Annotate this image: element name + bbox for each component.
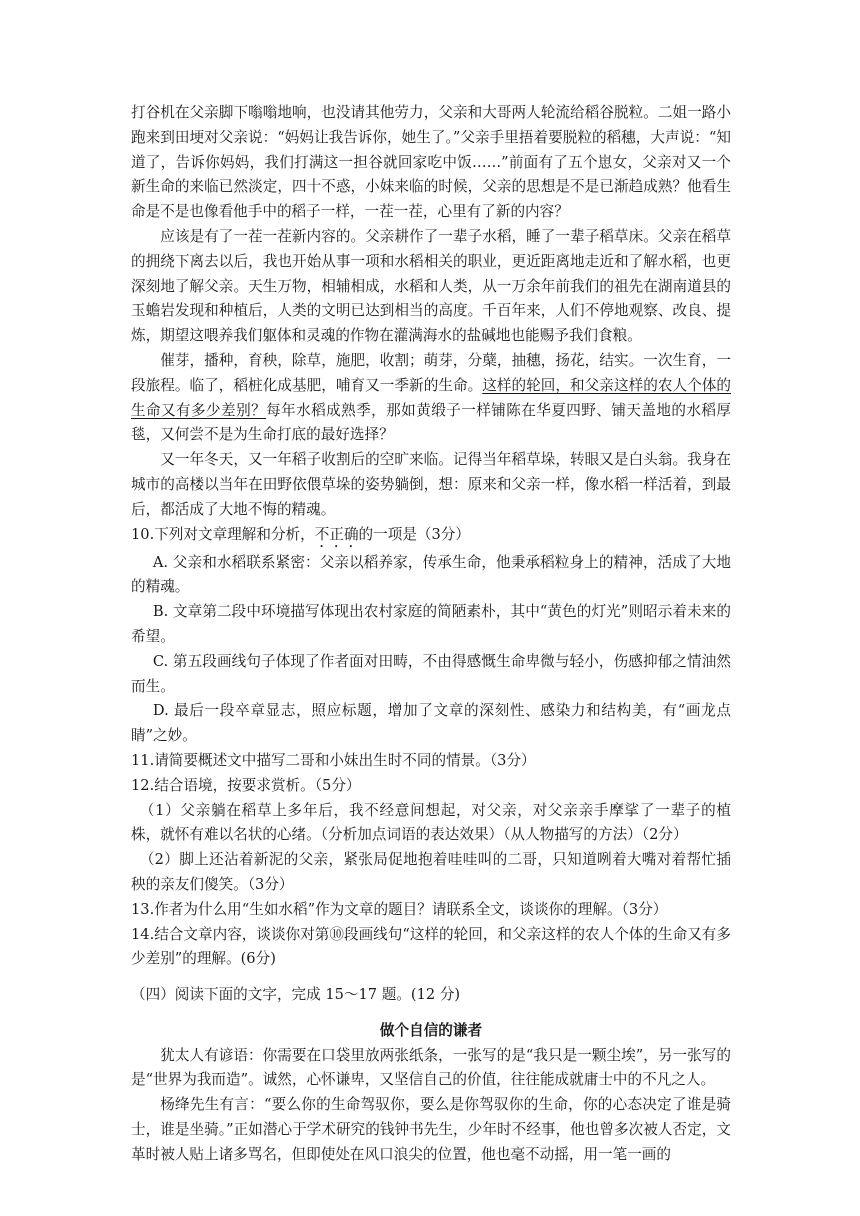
question-10-option-b: B. 文章第二段中环境描写体现出农村家庭的简陋素朴，其中“黄色的灯光”则昭示着未来的希望。 [131,603,731,645]
paragraph-3-text-before: 催芽，播种，育秧，除草，施肥，收割；萌芽，分蘖，抽穗，扬花，结实。一次生育，一段旅程。临了，稻桩化成基肥，哺育又一季新的生命。 [131,351,731,394]
question-13: 13.作者为什么用“生如水稻”作为文章的题目？请联系全文，谈谈你的理解。（3分） [131,900,668,918]
passage-paragraph-2: 应该是有了一茬一茬新内容的。父亲耕作了一辈子水稻，睡了一辈子稻草床。父亲在稻草的拥绕下离去以后，我也开始从事一项和水稻相关的职业，更近距离地走近和了解水稻，也更深刻地了解父亲。天生万物，相辅相成，水稻和人类，从一万余年前我们的祖先在湖南道县的玉蟾岩发现和种植后，人类的文明已达到相当的高度。千百年来，人们不停地观察、改良、提炼，期望这喂养我们躯体和灵魂的作物在灌满海水的盐碱地也能赐予我们食粮。 [131,227,731,345]
question-11: 11.请简要概述文中描写二哥和小妹出生时不同的情景。（3分） [131,751,536,769]
question-12-part-2: （2）脚上还沾着新泥的父亲，紧张局促地抱着哇哇叫的二哥，只知道咧着大嘴对着帮忙插秧的亲友们傻笑。（3分） [131,851,731,893]
question-10-stem-before: 10.下列对文章理解和分析， [131,525,315,543]
emphasized-word: 不正确 [314,525,359,543]
article-title: 做个自信的谦者 [379,1021,483,1039]
question-10-option-a: A. 父亲和水稻联系紧密：父亲以稻养家，传承生命，他秉承稻粒身上的精神，活成了大地的精魂。 [131,553,731,596]
question-12: 12.结合语境，按要求赏析。（5分） [131,776,361,794]
passage-paragraph-1: 打谷机在父亲脚下嗡嗡地响，也没请其他劳力，父亲和大哥两人轮流给稻谷脱粒。二姐一路小跑来到田埂对父亲说：“妈妈让我告诉你，她生了。”父亲手里捂着要脱粒的稻穗，大声说：“知道了，告诉你妈妈，我们打满这一担谷就回家吃中饭……”前面有了五个崽女，父亲对又一个新生命的来临已然淡定，四十不惑，小妹来临的时候，父亲的思想是不是已渐趋成熟？他看生命是不是也像看他手中的稻子一样，一茬一茬，心里有了新的内容？ [131,104,731,221]
question-12-part-1: （1）父亲躺在稻草上多年后，我不经意间想起，对父亲，对父亲亲手摩挲了一辈子的植株，就怀有难以名状的心绪。（分析加点词语的表达效果）（从人物描写的方法）（2分） [131,801,731,844]
question-10-option-d: D. 最后一段卒章显志，照应标题，增加了文章的深刻性、感染力和结构美，有“画龙点睛”之妙。 [131,702,731,745]
section-4-header: （四）阅读下面的文字，完成 15～17 题。(12 分) [131,986,461,1004]
passage-paragraph-4: 又一年冬天，又一年稻子收割后的空旷来临。记得当年稻草垛，转眼又是白头翁。我身在城市的高楼以当年在田野依偎草垛的姿势躺倒，想：原来和父亲一样，像水稻一样活着，到最后，都活成了大地不悔的精魂。 [131,451,731,518]
question-14: 14.结合文章内容，谈谈你对第⑩段画线句“这样的轮回，和父亲这样的农人个体的生命又有多少差别”的理解。(6分) [131,925,731,968]
question-10-option-c: C. 第五段画线句子体现了作者面对田畴，不由得感慨生命卑微与轻小，伤感抑郁之情油然而生。 [131,652,731,695]
article-paragraph-2: 杨绛先生有言：“要么你的生命驾驭你，要么是你驾驭你的生命，你的心态决定了谁是骑士，谁是坐骑。”正如潜心于学术研究的钱钟书先生，少年时不经事，他也曾多次被人否定，文革时被人贴上诸多骂名，但即使处在风口浪尖的位置，他也毫不动摇，用一笔一画的 [131,1096,731,1163]
question-10-stem-after: 的一项是（3分） [358,525,470,543]
article-paragraph-1: 犹太人有谚语：你需要在口袋里放两张纸条，一张写的是“我只是一颗尘埃”，另一张写的是“世界为我而造”。诚然，心怀谦卑，又坚信自己的价值，往往能成就庸士中的不凡之人。 [131,1046,731,1089]
passage-paragraph-3 [131,349,731,448]
question-10 [131,523,731,551]
paragraph-3-text-after: 每年水稻成熟季，那如黄缎子一样铺陈在华夏四野、铺天盖地的水稻厚毯，又何尝不是为生命打底的最好选择？ [131,401,731,444]
document-page [131,101,731,1168]
underlined-sentence: 这样的轮回，和父亲这样的农人个体的生命又有多少差别？ [131,376,731,419]
